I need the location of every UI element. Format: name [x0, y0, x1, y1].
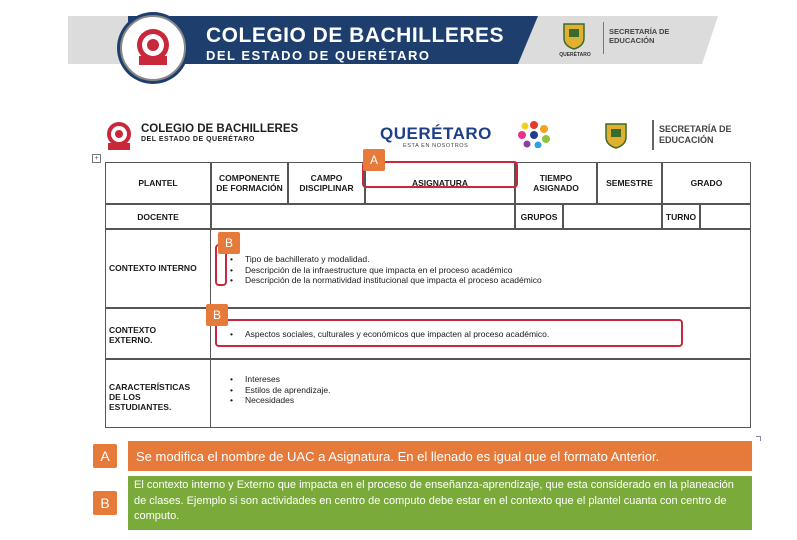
cell-grado: GRADO	[662, 162, 751, 204]
banner-secretaria: SECRETARÍA DE EDUCACIÓN	[609, 27, 670, 45]
doc-title: COLEGIO DE BACHILLERES	[141, 123, 299, 135]
caracteristicas-label: CARACTERÍSTICAS DE LOS ESTUDIANTES.	[109, 382, 191, 412]
queretaro-flower-icon	[513, 120, 555, 148]
cell-componente: COMPONENTE DE FORMACIÓN	[211, 162, 288, 204]
cell-turno: TURNO	[662, 204, 700, 229]
note-a-text: Se modifica el nombre de UAC a Asignatura. En el llenado es igual que el formato Anterior.	[128, 441, 752, 471]
cell-docente-value	[211, 204, 515, 229]
doc-secretaria: SECRETARÍA DE EDUCACIÓN	[659, 124, 732, 145]
doc-queretaro-seal-icon	[603, 121, 629, 149]
note-b-text: El contexto interno y Externo que impacta en el proceso de enseñanza-aprendizaje, que esta considerado en la planeación de clases. Ejemplo si son actividades en centro de computo debe estar en el contexto que el plantel cuanta con centro de computo.	[128, 476, 752, 530]
queretaro-tagline: ESTA EN NOSOTROS	[403, 143, 469, 149]
marker-b-externo: B	[206, 304, 228, 326]
document-header	[103, 118, 763, 158]
list-item: • Intereses	[230, 374, 331, 385]
corner-mark	[756, 436, 761, 441]
list-item: • Tipo de bachillerato y modalidad.	[230, 254, 542, 265]
banner-title: COLEGIO DE BACHILLERES	[206, 24, 505, 47]
list-item: • Necesidades	[230, 395, 331, 406]
note-a-label: A	[93, 444, 117, 468]
seal-caption: QUERÉTARO	[559, 52, 591, 58]
queretaro-seal-icon	[561, 20, 587, 50]
cell-plantel: PLANTEL	[105, 162, 211, 204]
cobaq-logo	[120, 15, 186, 81]
cell-grupos-value	[563, 204, 662, 229]
doc-subtitle: DEL ESTADO DE QUERÉTARO	[141, 136, 255, 143]
doc-divider	[652, 120, 654, 150]
header-banner	[68, 14, 718, 66]
cell-docente: DOCENTE	[105, 204, 211, 229]
list-item: • Descripción de la normatividad institucional que impacta el proceso académico	[230, 275, 542, 286]
cell-tiempo: TIEMPO ASIGNADO	[515, 162, 597, 204]
queretaro-wordmark: QUERÉTARO	[380, 124, 492, 143]
banner-divider	[603, 22, 604, 54]
cobaq-emblem-icon	[131, 25, 175, 69]
doc-cobaq-logo-icon	[103, 120, 135, 152]
cell-campo: CAMPO DISCIPLINAR	[288, 162, 365, 204]
highlight-asignatura	[362, 161, 518, 188]
banner-subtitle: DEL ESTADO DE QUERÉTARO	[206, 48, 431, 63]
list-item: • Descripción de la infraestructure que impacta en el proceso académico	[230, 265, 542, 276]
contexto-externo-label: CONTEXTO EXTERNO.	[109, 325, 157, 345]
cell-turno-value	[700, 204, 751, 229]
list-item: • Aspectos sociales, culturales y económicos que impacten al proceso académico.	[230, 329, 549, 340]
contexto-interno-label: CONTEXTO INTERNO	[109, 263, 197, 273]
table-move-handle-icon[interactable]: +	[92, 154, 101, 163]
highlight-contexto-externo	[215, 319, 683, 347]
contexto-interno-list	[230, 254, 542, 286]
note-b-label: B	[93, 491, 117, 515]
marker-b-interno: B	[218, 232, 240, 254]
marker-a: A	[363, 149, 385, 171]
cell-grupos: GRUPOS	[515, 204, 563, 229]
cell-semestre: SEMESTRE	[597, 162, 662, 204]
list-item: • Estilos de aprendizaje.	[230, 385, 331, 396]
caracteristicas-list	[230, 374, 331, 406]
cell-asignatura: ASIGNATURA	[365, 162, 515, 204]
